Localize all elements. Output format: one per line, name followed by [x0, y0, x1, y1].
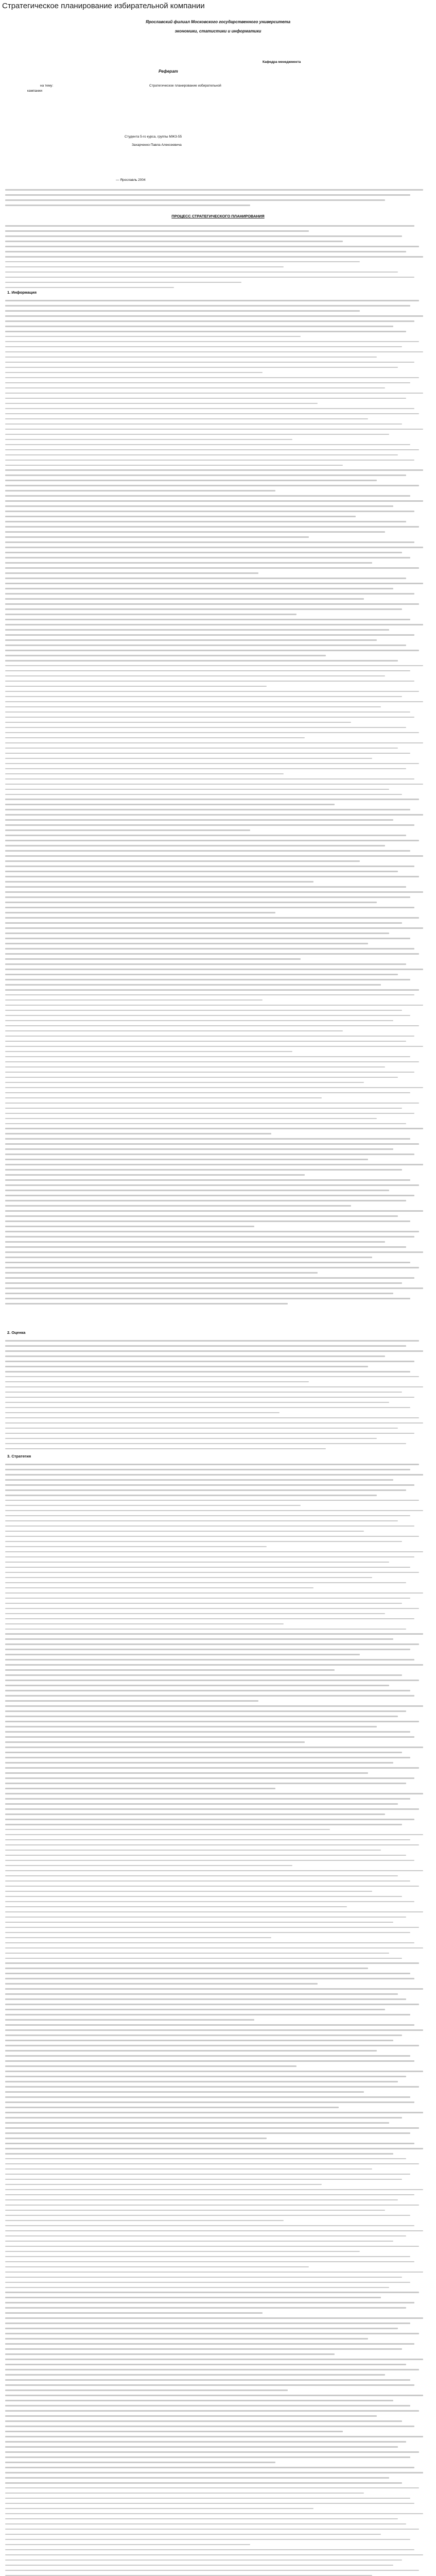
- topic-prefix: на тему:: [40, 84, 54, 88]
- department-label: Кафедра менеджмента: [263, 60, 301, 64]
- page-title: Стратегическое планирование избирательной компании: [2, 2, 205, 10]
- topic-word2: кампании: [27, 89, 43, 93]
- student-name: Захарченко Павла Алексеевича: [132, 143, 182, 147]
- intro-paragraph: [5, 189, 427, 210]
- student-info: Студента 5-го курса, группы МЖЗ-55: [125, 135, 182, 139]
- doc-type: Реферат: [159, 69, 178, 74]
- stage-1-text: [5, 300, 427, 1308]
- section-intro-text: [5, 225, 427, 292]
- city-year: — Ярославль 2004: [116, 178, 146, 182]
- stage-3-text: [5, 1464, 427, 2576]
- institution-line-2: экономики, статистики и информатики: [175, 29, 261, 33]
- stage-1-heading: 1. Информация: [7, 290, 37, 295]
- stage-2-text: [5, 1340, 427, 1453]
- main-heading: ПРОЦЕСС СТРАТЕГИЧЕСКОГО ПЛАНИРОВАНИЯ: [171, 214, 265, 218]
- institution-line-1: Ярославский филиал Московского государственного университета: [145, 20, 291, 24]
- topic-text: Стратегическое планирование избирательной: [149, 84, 221, 88]
- stage-3-heading: 3. Стратегия: [7, 1454, 31, 1459]
- stage-2-heading: 2. Оценка: [7, 1330, 26, 1335]
